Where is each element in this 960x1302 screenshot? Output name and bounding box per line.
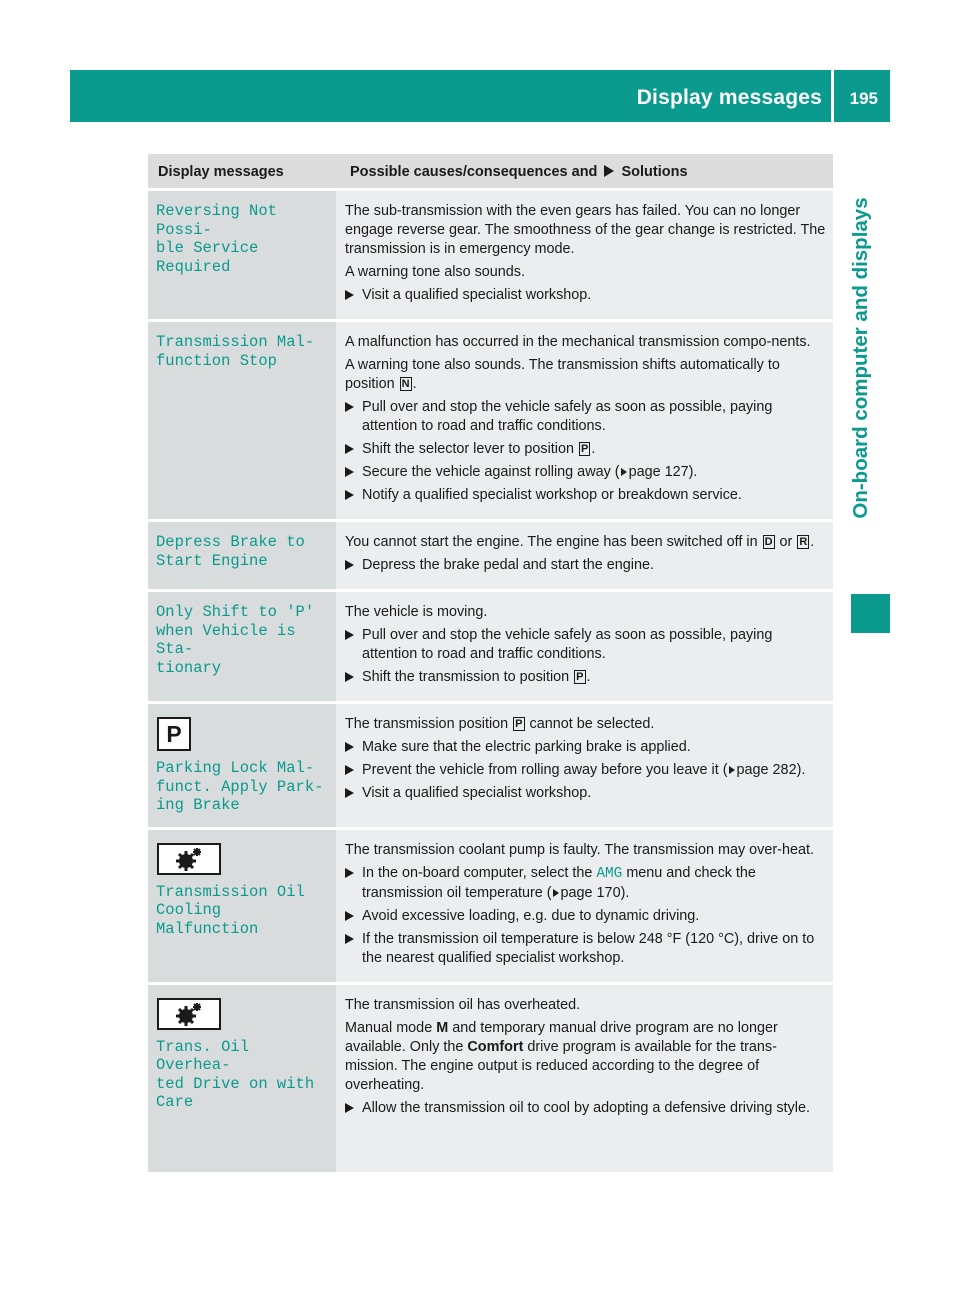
message-cell xyxy=(148,190,336,321)
step-arrow-icon xyxy=(345,560,354,570)
manual-mode-label: M xyxy=(436,1019,449,1036)
arrow-icon xyxy=(604,165,614,177)
step-text: Pull over and stop the vehicle safely as soon as possible, paying attention to road and traffic conditions. xyxy=(362,399,773,434)
table-header-row xyxy=(148,154,833,190)
step-text xyxy=(362,440,595,459)
message-cell xyxy=(148,983,336,1173)
amg-menu-label: AMG xyxy=(596,865,623,882)
step-arrow-icon xyxy=(345,290,354,300)
table-row xyxy=(148,321,833,521)
step-text-part: . xyxy=(591,441,596,457)
cause-text-part: You cannot start the engine. The engine has been switched off in xyxy=(345,534,758,550)
table-row xyxy=(148,828,833,983)
solution-step xyxy=(345,486,827,505)
step-text-part: menu and check the transmission oil temperature ( xyxy=(362,864,756,901)
cause-text-part: Manual mode xyxy=(345,1019,433,1036)
column-header-text: Possible causes/consequences and xyxy=(350,164,598,180)
solution-cell xyxy=(336,591,833,703)
message-cell xyxy=(148,321,336,521)
page-number: 195 xyxy=(849,89,878,108)
cause-text xyxy=(345,715,827,734)
step-text: Allow the transmission oil to cool by adopting a defensive driving style. xyxy=(362,1099,810,1116)
step-arrow-icon xyxy=(345,630,354,640)
cause-text-part: or xyxy=(779,534,793,550)
step-text: Visit a qualified specialist workshop. xyxy=(362,785,592,801)
gear-n-icon: N xyxy=(401,378,410,390)
step-text-part: In the on-board computer, select the xyxy=(362,864,593,881)
solution-step xyxy=(345,440,827,459)
cause-text-part: A warning tone also sounds. The transmission shifts automatically to position xyxy=(345,357,780,392)
solution-step xyxy=(345,784,827,803)
cause-text-part: drive program is available for the trans-mission. The engine output is reduced according to the degree of overheating. xyxy=(345,1038,777,1093)
display-message: Parking Lock Mal- funct. Apply Park- ing Brake xyxy=(156,759,324,814)
step-text-part: Shift the selector lever to position xyxy=(362,441,574,457)
step-arrow-icon xyxy=(345,742,354,752)
gear-p-icon: P xyxy=(576,671,584,683)
page-reference[interactable]: page 127). xyxy=(628,464,698,480)
step-arrow-icon xyxy=(345,868,354,878)
gear-r-icon: R xyxy=(799,536,808,548)
solution-cell xyxy=(336,828,833,983)
step-text: Visit a qualified specialist workshop. xyxy=(362,287,592,303)
column-header-text: Solutions xyxy=(621,164,688,180)
step-text xyxy=(362,668,591,687)
cause-text-part: The transmission position xyxy=(345,716,509,732)
step-text xyxy=(362,761,805,780)
step-arrow-icon xyxy=(345,934,354,944)
solution-step xyxy=(345,907,827,926)
header-divider xyxy=(831,70,834,122)
display-message: Transmission Oil Cooling Malfunction xyxy=(156,882,305,938)
table-row xyxy=(148,703,833,829)
cause-text: The sub-transmission with the even gears has failed. You can no longer engage reverse gear. The smoothness of the gear change is restricted. The transmission is in emergency mode. xyxy=(345,203,826,257)
step-arrow-icon xyxy=(345,467,354,477)
step-arrow-icon xyxy=(345,765,354,775)
display-message: Depress Brake to Start Engine xyxy=(156,533,305,570)
cause-text-part: cannot be selected. xyxy=(529,716,655,732)
cause-text: A malfunction has occurred in the mechanical transmission compo-nents. xyxy=(345,334,811,350)
step-text-part: Prevent the vehicle from rolling away before you leave it ( xyxy=(362,762,728,778)
cause-text xyxy=(345,533,827,552)
gear-d-icon: D xyxy=(764,536,773,548)
solution-cell xyxy=(336,321,833,521)
solution-step xyxy=(345,668,827,687)
table-row xyxy=(148,983,833,1173)
page-reference[interactable]: page 282). xyxy=(736,762,806,778)
step-text-part: Shift the transmission to position xyxy=(362,669,570,685)
step-arrow-icon xyxy=(345,444,354,454)
page-reference[interactable]: page 170). xyxy=(560,884,630,901)
step-text: Depress the brake pedal and start the engine. xyxy=(362,557,655,573)
chapter-label: On-board computer and displays xyxy=(849,197,872,519)
step-text-part: . xyxy=(586,669,591,685)
table-row xyxy=(148,190,833,321)
display-messages-table xyxy=(148,154,833,1175)
parking-p-icon: P xyxy=(157,717,191,751)
step-text-part: Secure the vehicle against rolling away ( xyxy=(362,464,620,480)
solution-cell xyxy=(336,703,833,829)
page-ref-icon xyxy=(621,468,627,476)
step-arrow-icon xyxy=(345,402,354,412)
solution-step xyxy=(345,626,827,664)
cause-text xyxy=(345,1019,827,1095)
step-arrow-icon xyxy=(345,490,354,500)
cause-text: The transmission coolant pump is faulty. The transmission may over-heat. xyxy=(345,841,814,858)
solution-step xyxy=(345,1099,827,1118)
page-ref-icon xyxy=(729,766,735,774)
display-message: Trans. Oil Overhea- ted Drive on with Care xyxy=(156,1037,315,1111)
transmission-oil-temperature-icon xyxy=(157,843,221,875)
cause-text: The vehicle is moving. xyxy=(345,604,488,620)
message-cell xyxy=(148,521,336,591)
solution-step xyxy=(345,463,827,482)
solution-step xyxy=(345,930,827,968)
message-cell xyxy=(148,828,336,983)
message-cell xyxy=(148,703,336,829)
solution-step xyxy=(345,761,827,780)
solution-cell xyxy=(336,983,833,1173)
step-text: Make sure that the electric parking brake is applied. xyxy=(362,739,691,755)
cause-text-part: . xyxy=(412,376,417,392)
chapter-marker xyxy=(851,594,890,633)
cause-text xyxy=(345,356,827,394)
gear-p-icon: P xyxy=(515,718,523,730)
step-text: Notify a qualified specialist workshop or breakdown service. xyxy=(362,487,742,503)
gear-p-icon: P xyxy=(580,443,589,455)
solution-step xyxy=(345,556,827,575)
step-arrow-icon xyxy=(345,1103,354,1113)
solution-cell xyxy=(336,190,833,321)
solution-step xyxy=(345,864,827,903)
step-arrow-icon xyxy=(345,911,354,921)
table-row xyxy=(148,591,833,703)
display-message: Only Shift to 'P' when Vehicle is Sta- tionary xyxy=(156,603,315,677)
gear-cog-icon xyxy=(173,847,205,871)
step-text xyxy=(362,864,827,903)
column-header-messages: Display messages xyxy=(148,154,336,190)
step-arrow-icon xyxy=(345,672,354,682)
cause-text-part: . xyxy=(810,534,815,550)
display-message: Transmission Mal- function Stop xyxy=(156,333,315,370)
table-row xyxy=(148,521,833,591)
page-header xyxy=(70,70,890,122)
cause-text: A warning tone also sounds. xyxy=(345,264,526,280)
step-arrow-icon xyxy=(345,788,354,798)
cause-text-part: and temporary manual drive program are no longer available. Only the xyxy=(345,1019,778,1055)
transmission-oil-temperature-icon xyxy=(157,998,221,1030)
solution-step xyxy=(345,398,827,436)
page-ref-icon xyxy=(553,889,559,897)
solution-cell xyxy=(336,521,833,591)
solution-step xyxy=(345,286,827,305)
step-text: If the transmission oil temperature is below 248 °F (120 °C), drive on to the nearest qualified specialist workshop. xyxy=(362,930,815,966)
cause-text: The transmission oil has overheated. xyxy=(345,996,581,1013)
section-title: Display messages xyxy=(636,86,822,109)
comfort-program-label: Comfort xyxy=(467,1038,524,1055)
gear-cog-icon xyxy=(173,1002,205,1026)
side-chapter-tab xyxy=(833,122,890,582)
column-header-solutions xyxy=(336,154,833,190)
step-text xyxy=(362,463,697,482)
message-cell xyxy=(148,591,336,703)
display-message: Reversing Not Possi- ble Service Required xyxy=(156,202,277,276)
solution-step xyxy=(345,738,827,757)
step-text: Avoid excessive loading, e.g. due to dynamic driving. xyxy=(362,907,700,924)
step-text: Pull over and stop the vehicle safely as soon as possible, paying attention to road and traffic conditions. xyxy=(362,627,773,662)
